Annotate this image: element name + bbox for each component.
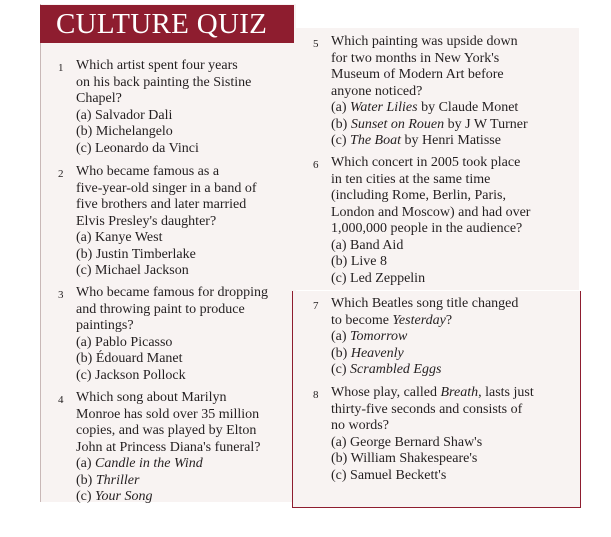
question-number: 3 <box>58 289 64 301</box>
question-text-line-italic-text: Breath <box>440 385 479 400</box>
question-text-line: and throwing paint to produce <box>76 301 245 317</box>
answer-option-b-italic-text: Thriller <box>95 472 140 488</box>
question-text-line-pre-text: thirty-five seconds and consists of <box>331 401 523 417</box>
answer-option-a-pre-text: (a) <box>76 456 96 471</box>
answer-option-c <box>76 489 260 506</box>
answer-option-b-pre-text: (b) Édouard Manet <box>76 351 183 366</box>
question-text-line: Chapel? <box>76 91 122 106</box>
answer-option-c-pre-text: (c) Samuel Beckett's <box>331 467 447 483</box>
answer-option-b-post-text: by J W Turner <box>444 116 528 132</box>
answer-option-c <box>331 271 530 288</box>
answer-option-c-pre-text: (c) Jackson Pollock <box>76 367 186 383</box>
question-text-line-post-text: , lasts just <box>478 385 534 400</box>
question-text-line-pre-text: Which Beatles song title changed <box>331 296 519 311</box>
answer-option-c <box>76 141 251 158</box>
question-text-line-italic-text: Yesterday <box>392 312 446 328</box>
answer-option-a-italic-text: Water Lilies <box>350 100 418 115</box>
answer-option-a-pre-text: (a) <box>331 100 351 115</box>
answer-option-a-pre-text: (a) Pablo Picasso <box>76 334 173 350</box>
answer-option-b <box>76 473 260 490</box>
question-number: 7 <box>313 300 319 312</box>
answer-option-b-italic-text: Heavenly <box>350 345 404 361</box>
question-text-line: Elvis Presley's daughter? <box>76 213 217 229</box>
answer-option-a-pre-text: (a) Band Aid <box>331 237 404 253</box>
question-number: 2 <box>58 168 64 180</box>
question-text-line <box>331 385 534 402</box>
answer-option-c-pre-text: (c) <box>76 489 96 504</box>
answer-option-c <box>331 133 528 150</box>
question-text-line: (including Rome, Berlin, Paris, <box>331 188 506 203</box>
question-text-line <box>331 402 534 419</box>
question-text-line-pre-text: no words? <box>331 418 389 433</box>
answer-option-a-pre-text: (a) Salvador Dali <box>76 107 173 123</box>
answer-option-c <box>76 263 256 280</box>
question-text-line-post-text: ? <box>445 312 453 328</box>
question-text-line: John at Princess Diana's funeral? <box>76 439 261 455</box>
question-text-line: Which painting was upside down <box>331 34 518 49</box>
answer-option-a-pre-text: (a) Kanye West <box>76 230 163 245</box>
question-number: 4 <box>58 394 64 406</box>
question-text-line: five brothers and later married <box>76 197 247 212</box>
answer-option-a-italic-text: Candle in the Wind <box>95 456 203 471</box>
question-text-line: London and Moscow) and had over <box>331 204 531 220</box>
answer-option-b <box>331 117 528 134</box>
answer-option-a-pre-text: (a) George Bernard Shaw's <box>331 434 483 450</box>
answer-option-a <box>76 108 251 125</box>
answer-option-c-italic-text: The Boat <box>350 133 401 148</box>
question-text-line <box>331 313 518 330</box>
question-body <box>331 385 534 484</box>
question-text-line: for two months in New York's <box>331 50 500 66</box>
answer-option-b <box>76 124 251 141</box>
quiz-title: CULTURE QUIZ <box>40 5 294 43</box>
question-number: 8 <box>313 389 319 401</box>
answer-option-b-pre-text: (b) <box>331 116 351 132</box>
question-number: 6 <box>313 159 319 171</box>
answer-option-c-pre-text: (c) Michael Jackson <box>76 263 189 278</box>
answer-option-b-pre-text: (b) Michelangelo <box>76 124 173 139</box>
answer-option-b <box>76 351 268 368</box>
answer-option-a <box>331 238 530 255</box>
question-body <box>76 390 260 506</box>
answer-option-c-pre-text: (c) <box>331 133 351 148</box>
question-text-line: Monroe has sold over 35 million <box>76 406 260 422</box>
answer-option-c-pre-text: (c) Leonardo da Vinci <box>76 140 199 156</box>
question-text-line: 1,000,000 people in the audience? <box>331 221 523 236</box>
question-body <box>331 296 518 379</box>
question-text-line <box>331 296 518 313</box>
question-text-line: anyone noticed? <box>331 83 423 99</box>
answer-option-c <box>76 368 268 385</box>
question-text-line: Who became famous for dropping <box>76 285 269 300</box>
question-text-line: Museum of Modern Art before <box>331 67 504 82</box>
question-text-line: copies, and was played by Elton <box>76 423 257 438</box>
question-text-line: Which artist spent four years <box>76 58 238 73</box>
answer-option-c <box>331 362 518 379</box>
question-text-line: Which concert in 2005 took place <box>331 155 521 170</box>
answer-option-b <box>331 451 534 468</box>
answer-option-a <box>76 456 260 473</box>
answer-option-c-pre-text: (c) Led Zeppelin <box>331 270 426 286</box>
question-body <box>331 34 528 150</box>
question-body <box>76 58 251 157</box>
answer-option-a-pre-text: (a) <box>331 329 351 344</box>
question-text-line: on his back painting the Sistine <box>76 74 252 90</box>
answer-option-c <box>331 468 534 485</box>
answer-option-b-pre-text: (b) <box>76 472 96 488</box>
answer-option-b <box>331 346 518 363</box>
answer-option-c-italic-text: Scrambled Eggs <box>350 362 442 377</box>
question-text-line: five-year-old singer in a band of <box>76 180 257 196</box>
answer-option-a <box>76 335 268 352</box>
answer-option-a <box>76 230 256 247</box>
answer-option-c-italic-text: Your Song <box>95 489 153 504</box>
answer-option-c-post-text: by Henri Matisse <box>401 133 501 148</box>
question-body <box>331 155 530 287</box>
question-text-line-pre-text: to become <box>331 312 393 328</box>
answer-option-b-pre-text: (b) William Shakespeare's <box>331 451 478 466</box>
question-number: 1 <box>58 62 64 74</box>
answer-option-a <box>331 100 528 117</box>
question-number: 5 <box>313 38 319 50</box>
answer-option-b <box>331 254 530 271</box>
question-body <box>76 164 256 280</box>
answer-option-a-post-text: by Claude Monet <box>417 100 519 115</box>
question-body <box>76 285 268 384</box>
answer-option-c-pre-text: (c) <box>331 362 351 377</box>
answer-option-b <box>76 247 256 264</box>
question-text-line: in ten cities at the same time <box>331 171 491 187</box>
answer-option-b-pre-text: (b) Live 8 <box>331 254 387 269</box>
answer-option-a <box>331 435 534 452</box>
question-text-line: Which song about Marilyn <box>76 390 227 405</box>
question-text-line-pre-text: Whose play, called <box>331 385 441 400</box>
answer-option-a-italic-text: Tomorrow <box>350 329 408 344</box>
question-text-line: paintings? <box>76 318 134 333</box>
question-text-line: Who became famous as a <box>76 164 220 179</box>
question-text-line <box>331 418 534 435</box>
answer-option-a <box>331 329 518 346</box>
answer-option-b-italic-text: Sunset on Rouen <box>350 116 445 132</box>
answer-option-b-pre-text: (b) <box>331 345 351 361</box>
answer-option-b-pre-text: (b) Justin Timberlake <box>76 246 196 262</box>
